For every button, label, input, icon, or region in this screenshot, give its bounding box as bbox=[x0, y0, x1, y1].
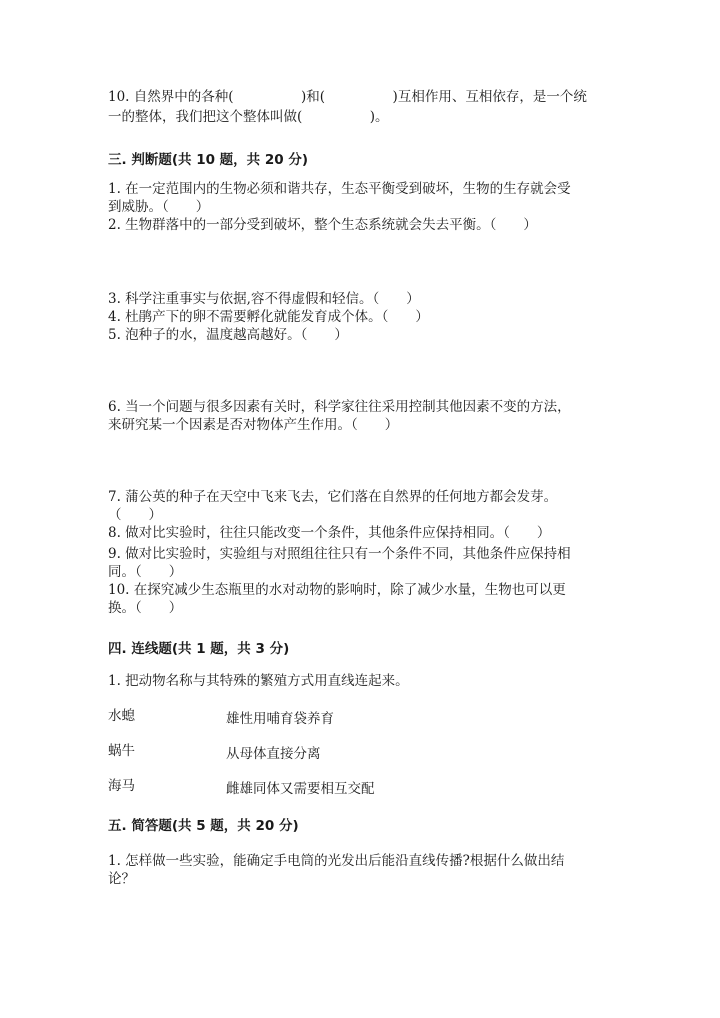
s3-q9-line1: 9. 做对比实验时，实验组与对照组往往只有一个条件不同，其他条件应保持相 bbox=[108, 546, 571, 562]
fill-in-q10-line1: 10. 自然界中的各种( )和( )互相作用、互相依存，是一个统 bbox=[108, 89, 587, 105]
s3-q5: 5. 泡种子的水，温度越高越好。（ ） bbox=[108, 327, 348, 343]
s3-q1-line2: 到威胁。（ ） bbox=[108, 199, 210, 215]
match-right-3: 雌雄同体又需要相互交配 bbox=[226, 781, 375, 797]
match-right-2: 从母体直接分离 bbox=[226, 746, 321, 762]
section3-heading: 三. 判断题(共 10 题，共 20 分) bbox=[108, 152, 309, 168]
s3-q9-line2: 同。（ ） bbox=[108, 564, 183, 580]
s4-q1: 1. 把动物名称与其特殊的繁殖方式用直线连起来。 bbox=[108, 673, 409, 689]
match-left-1: 水螅 bbox=[108, 708, 135, 724]
s3-q2: 2. 生物群落中的一部分受到破坏，整个生态系统就会失去平衡。（ ） bbox=[108, 217, 537, 233]
s3-q7-line1: 7. 蒲公英的种子在天空中飞来飞去，它们落在自然界的任何地方都会发芽。 bbox=[108, 489, 558, 505]
section4-heading: 四. 连线题(共 1 题，共 3 分) bbox=[108, 641, 290, 657]
match-right-1: 雄性用哺育袋养育 bbox=[226, 711, 334, 727]
s3-q3: 3. 科学注重事实与依据,容不得虚假和轻信。（ ） bbox=[108, 291, 420, 307]
s3-q4: 4. 杜鹃产下的卵不需要孵化就能发育成个体。（ ） bbox=[108, 309, 429, 325]
fill-in-q10-line2: 一的整体，我们把这个整体叫做( )。 bbox=[108, 109, 389, 125]
section5-heading: 五. 简答题(共 5 题，共 20 分) bbox=[108, 818, 299, 834]
match-left-2: 蜗牛 bbox=[108, 743, 135, 759]
s5-q1-line1: 1. 怎样做一些实验，能确定手电筒的光发出后能沿直线传播?根据什么做出结 bbox=[108, 853, 565, 869]
s5-q1-line2: 论？ bbox=[108, 871, 135, 887]
s3-q6-line1: 6. 当一个问题与很多因素有关时，科学家往往采用控制其他因素不变的方法， bbox=[108, 399, 571, 415]
s3-q7-line2: （ ） bbox=[108, 507, 162, 523]
s3-q10-line1: 10. 在探究减少生态瓶里的水对动物的影响时，除了减少水量，生物也可以更 bbox=[108, 582, 566, 598]
s3-q8: 8. 做对比实验时，往往只能改变一个条件，其他条件应保持相同。（ ） bbox=[108, 525, 551, 541]
match-left-3: 海马 bbox=[108, 778, 135, 794]
s3-q10-line2: 换。（ ） bbox=[108, 600, 183, 616]
s3-q1-line1: 1. 在一定范围内的生物必须和谐共存，生态平衡受到破坏，生物的生存就会受 bbox=[108, 181, 571, 197]
s3-q6-line2: 来研究某一个因素是否对物体产生作用。（ ） bbox=[108, 417, 399, 433]
